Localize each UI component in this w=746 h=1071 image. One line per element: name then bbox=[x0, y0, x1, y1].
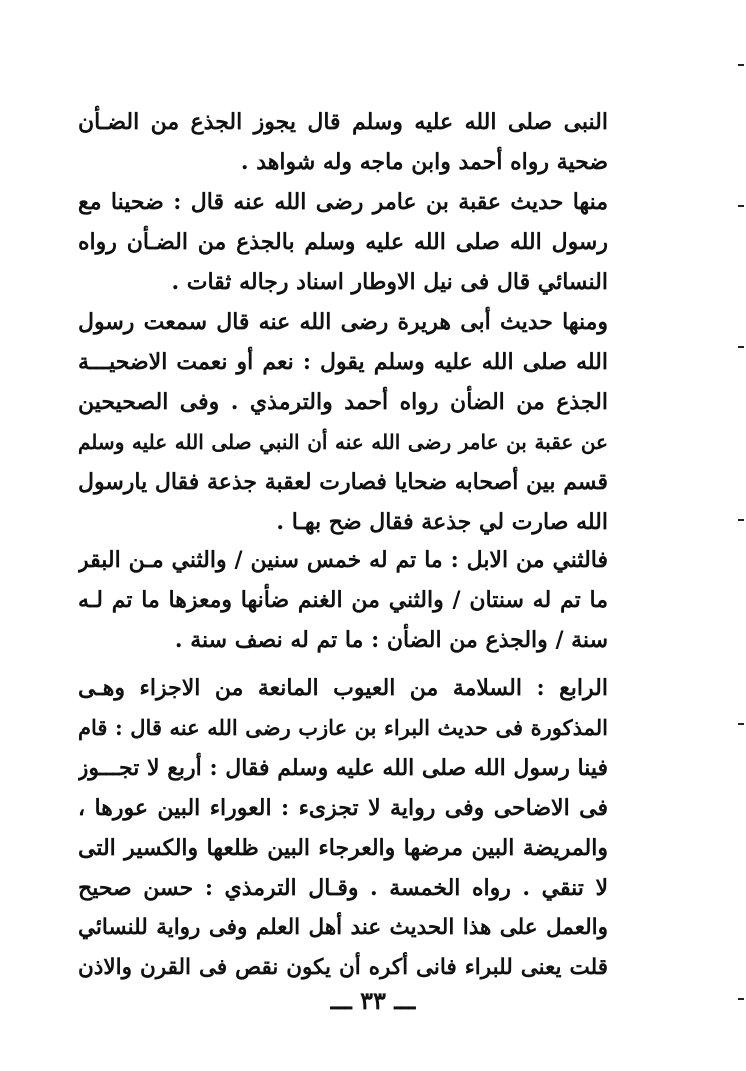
text-line: ومنها حديث أبى هريرة رضى الله عنه قال سمعت رسول bbox=[78, 309, 608, 335]
text-line: والعمل على هذا الحديث عند أهل العلم وفى رواية للنسائي bbox=[78, 915, 608, 940]
text-line: رسول الله صلى الله عليه وسلم بالجذع من الضـأن رواه bbox=[78, 229, 608, 255]
text-line: المذكورة فى حديث البراء بن عازب رضى الله عنه قال : قام bbox=[78, 715, 608, 740]
text-line: فالثني من الابل : ما تم له خمس سنين / والثني مـن البقر bbox=[78, 547, 608, 573]
scan-edge-mark bbox=[738, 723, 744, 725]
text-line: والمريضة البين مرضها والعرجاء البين ظلعها والكسير التى bbox=[78, 835, 608, 861]
text-line: الجذع من الضأن رواه أحمد والترمذي . وفى الصحيحين bbox=[78, 389, 608, 415]
text-body bbox=[78, 0, 608, 980]
scan-edge-mark bbox=[738, 998, 744, 1000]
text-line: النسائي قال فى نيل الاوطار اسناد رجاله ثقات . bbox=[171, 269, 608, 295]
text-line: فى الاضاحى وفى رواية لا تجزىء : العوراء البين عورها ، bbox=[78, 795, 608, 821]
text-line: عن عقبة بن عامر رضى الله عنه أن النبي صلى الله عليه وسلم bbox=[78, 430, 608, 454]
text-line: الله صارت لي جذعة فقال ضح بهـا . bbox=[276, 509, 608, 535]
text-line: ما تم له سنتان / والثني من الغنم ضأنها ومعزها ما تم لـه bbox=[78, 587, 608, 613]
page-number: ـــ ٣٣ ـــ bbox=[330, 986, 416, 1015]
text-line: سنة / والجذع من الضأن : ما تم له نصف سنة . bbox=[174, 627, 608, 653]
text-line: منها حديث عقبة بن عامر رضى الله عنه قال : ضحينا مع bbox=[78, 189, 608, 215]
text-line: النبى صلى الله عليه وسلم قال يجوز الجذع من الضـأن bbox=[78, 109, 608, 135]
text-line: ضحية رواه أحمد وابن ماجه وله شواهد . bbox=[240, 149, 608, 175]
text-line: قسم بين أصحابه ضحايا فصارت لعقبة جذعة فقال يارسول bbox=[78, 469, 608, 495]
text-line: الله صلى الله عليه وسلم يقول : نعم أو نعمت الاضحيـــة bbox=[78, 349, 608, 375]
text-line: قلت يعنى للبراء فانى أكره أن يكون نقص فى القرن والاذن bbox=[78, 955, 608, 980]
text-line: الرابع : السلامة من العيوب المانعة من الاجزاء وهـى bbox=[78, 675, 608, 701]
scan-edge-mark bbox=[738, 64, 744, 66]
text-line: لا تنقي . رواه الخمسة . وقـال الترمذي : حسن صحيح bbox=[78, 875, 608, 901]
scan-edge-mark bbox=[738, 205, 744, 207]
scan-edge-mark bbox=[738, 519, 744, 521]
text-line: فينا رسول الله صلى الله عليه وسلم فقال : أربع لا تجـــوز bbox=[78, 755, 608, 781]
scan-edge-mark bbox=[738, 346, 744, 348]
